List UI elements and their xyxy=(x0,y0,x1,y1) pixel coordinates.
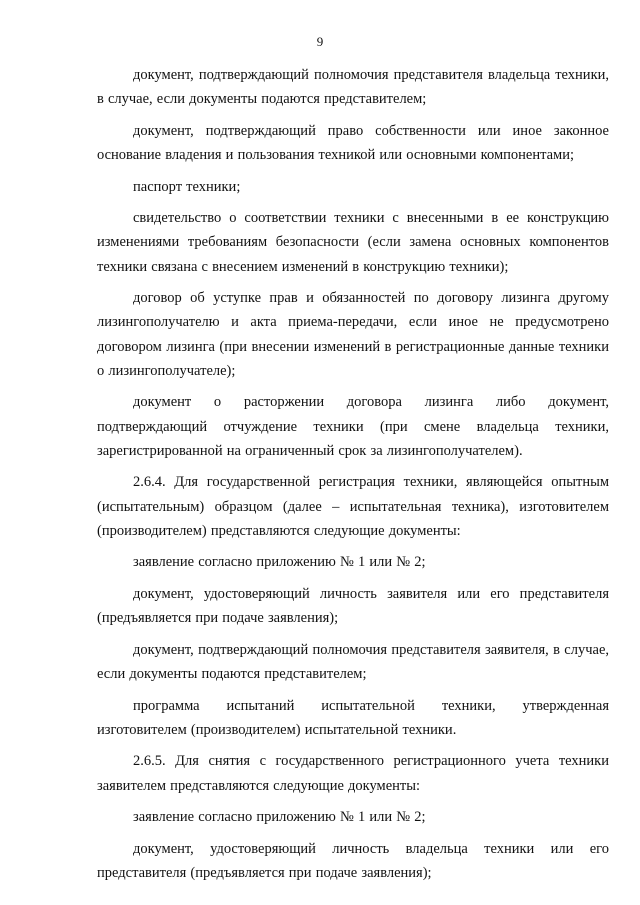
paragraph-applicant-identity-document: документ, удостоверяющий личность заявителя или его представителя (предъявляется при подаче заявления); xyxy=(97,585,609,627)
paragraph-section-2-6-5: 2.6.5. Для снятия с государственного регистрационного учета техники заявителем представляются следующие документы: xyxy=(97,753,609,794)
paragraph-conformity-certificate: свидетельство о соответствии техники с внесенными в ее конструкцию изменениями требованиям безопасности (если замена основных компонентов техники связана с внесением изменений в конструкцию техники); xyxy=(97,210,609,275)
paragraph-test-program: программа испытаний испытательной техники, утвержденная изготовителем (производителем) испытательной техники. xyxy=(97,697,609,738)
paragraph-leasing-termination-document: документ о расторжении договора лизинга либо документ, подтверждающий отчуждение техники (при смене владельца техники, зарегистрированной на ограниченный срок за лизингополучателем). xyxy=(97,394,609,459)
paragraph-representative-authority-document: документ, подтверждающий полномочия представителя владельца техники, в случае, если документы подаются представителем; xyxy=(97,67,609,108)
paragraph-ownership-document: документ, подтверждающий право собственности или иное законное основание владения и пользования техникой или основными компонентами; xyxy=(97,122,609,163)
paragraph-owner-identity-document: документ, удостоверяющий личность владельца техники или его представителя (предъявляется при подаче заявления); xyxy=(97,840,609,881)
paragraph-application-appendix: заявление согласно приложению № 1 или № 2; xyxy=(133,554,426,571)
page-number: 9 xyxy=(316,34,324,49)
paragraph-application-appendix-deregistration: заявление согласно приложению № 1 или № 2; xyxy=(133,809,426,826)
paragraph-equipment-passport: паспорт техники; xyxy=(133,178,241,195)
paragraph-section-2-6-4: 2.6.4. Для государственной регистрация техники, являющейся опытным (испытательным) образцом (далее – испытательная техника), изготовителем (производителем) представляются следующие документы: xyxy=(97,474,609,539)
paragraph-leasing-assignment-agreement: договор об уступке прав и обязанностей по договору лизинга другому лизингополучателю и акта приема-передачи, если иное не предусмотрено договором лизинга (при внесении изменений в регистрационные данные техники о лизингополучателе); xyxy=(97,290,609,379)
paragraph-applicant-representative-authority: документ, подтверждающий полномочия представителя заявителя, в случае, если документы подаются представителем; xyxy=(97,641,609,682)
document-body xyxy=(97,63,609,893)
